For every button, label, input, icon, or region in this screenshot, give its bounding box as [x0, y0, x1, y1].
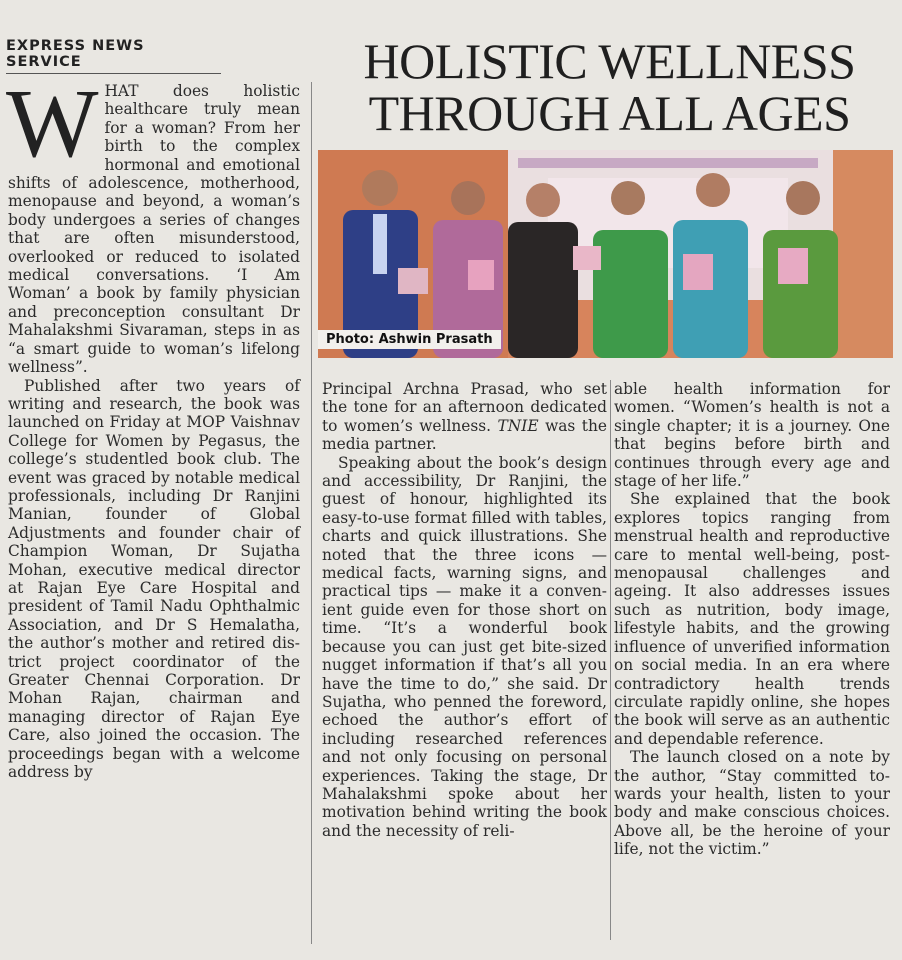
article-column-3	[614, 380, 890, 859]
paragraph: Published after two years of writing and research, the book was launched on Friday at MOP Vaishnav College for Women by Pegasus, the college’s studentled book club. The event was graced by notable medical professionals, including Dr Ranjini Manian, founder of Global Adjustments and founder chair of Champion Woman, Dr Sujatha Mohan, executive medical director at Rajan Eye Care Hospital and president of Tamil Nadu Ophthalmic Association, and Dr S Hemalatha, the author’s mother and retired district project coordinator of the Greater Chennai Corporation. Dr Mohan Rajan, chairman and managing director of Rajan Eye Care, also joined the occasion. The proceedings began with a welcome address by	[8, 376, 300, 782]
paragraph: She explained that the book explores topics ranging from menstrual health and reproductive care to mental well-being, post-menopausal challenges and ageing. It also addresses issues such as nutrition, body image, lifestyle habits, and the growing influence of unverified information on social media. In an era where contradictory health trends circulate rapidly online, she hopes the book will serve as an authentic and dependable reference.	[614, 490, 890, 748]
paragraph: able health information for women. “Women’s health is not a single chapter; it is a journey. One that begins before birth and continues through every age and stage of her life.”	[614, 380, 890, 491]
byline: EXPRESS NEWS SERVICE	[6, 38, 221, 74]
publication-name: TNIE	[497, 416, 539, 435]
column-rule-1	[311, 82, 312, 944]
article-column-1	[6, 70, 300, 782]
headline	[322, 35, 897, 139]
paragraph-text: was the media partner.	[322, 416, 607, 454]
event-photo	[318, 150, 893, 358]
paragraph: HAT does holistic healthcare truly mean for a woman? From her birth to the complex hormonal and emotional shifts of adolescence, motherhood, menopause and beyond, a woman’s body undergoes a series of changes that are often misunderstood, overlooked or reduced to isolated medical conversations. ‘I Am Woman’ a book by family physician and preconception consultant Dr Mahalakshmi Sivaraman, steps in as “a smart guide to woman’s lifelong wellness”.	[8, 82, 300, 377]
paragraph: Speaking about the book’s design and accessibility, Dr Ranjini, the guest of honour, highlighted its easy-to-use format filled with tables, charts and quick illustrations. She noted that the three icons — medical facts, warning signs, and practical tips — make it a convenient guide even for those short on time. “It’s a wonderful book because you can just get bite-sized nugget information if that’s all you have the time to do,” she said. Dr Sujatha, who penned the foreword, echoed the author’s effort of including researched references and not only focusing on personal experiences. Taking the stage, Dr Mahalakshmi spoke about her motivation behind writing the book and the necessity of reli-	[322, 453, 607, 840]
article-column-2	[322, 380, 607, 840]
column-rule-2	[610, 380, 611, 940]
photo-credit: Photo: Ashwin Prasath	[318, 330, 501, 349]
paragraph	[322, 380, 607, 454]
paragraph-text: Principal Archna Prasad, who set the tone for an afternoon dedicated to women’s wellness.	[322, 380, 607, 435]
paragraph: The launch closed on a note by the author, “Stay committed towards your health, listen to your body and make conscious choices. Above all, be the heroine of your life, not the victim.”	[614, 748, 890, 859]
headline-line-2: THROUGH ALL AGES	[368, 85, 851, 141]
drop-cap: W	[6, 70, 99, 178]
headline-line-1: HOLISTIC WELLNESS	[363, 33, 856, 89]
